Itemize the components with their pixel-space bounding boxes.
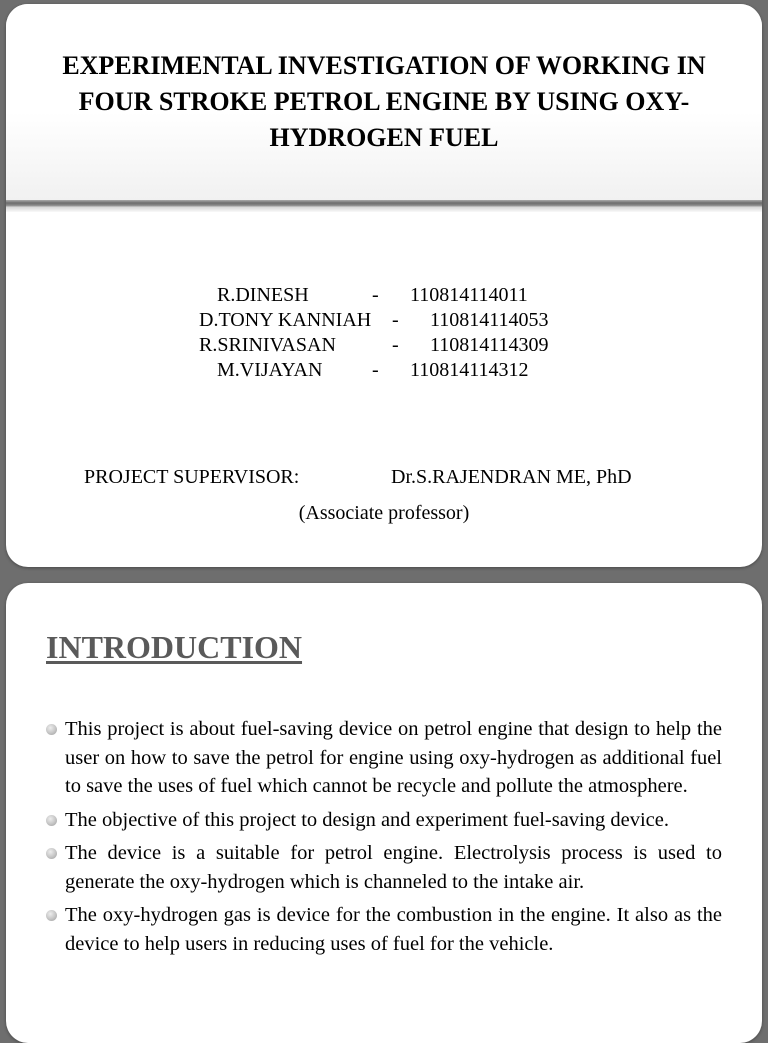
bullet-list xyxy=(46,715,722,963)
author-list xyxy=(6,282,762,382)
bullet-text: The device is a suitable for petrol engine. Electrolysis process is used to generate the oxy-hydrogen which is channeled to the intake air. xyxy=(65,842,722,893)
author-row xyxy=(6,357,762,382)
author-id: 110814114312 xyxy=(410,359,529,381)
bullet-icon xyxy=(46,848,57,859)
bullet-item xyxy=(46,839,722,896)
bullet-item xyxy=(46,806,722,835)
bullet-text: The oxy-hydrogen gas is device for the combustion in the engine. It also as the device to help users in reducing uses of fuel for the vehicle. xyxy=(65,904,722,955)
author-separator: - xyxy=(392,334,399,356)
author-id: 110814114309 xyxy=(430,334,549,356)
title-area xyxy=(6,4,762,200)
supervisor-label: PROJECT SUPERVISOR: xyxy=(84,466,300,488)
bullet-text: The objective of this project to design and experiment fuel-saving device. xyxy=(65,808,669,831)
bullet-item xyxy=(46,715,722,801)
supervisor-role: (Associate professor) xyxy=(298,502,470,524)
bullet-icon xyxy=(46,815,57,826)
author-id: 110814114053 xyxy=(430,309,549,331)
author-name: D.TONY KANNIAH xyxy=(199,309,372,331)
author-id: 110814114011 xyxy=(410,284,528,306)
introduction-slide xyxy=(6,583,762,1043)
bullet-icon xyxy=(46,910,57,921)
title-divider xyxy=(6,200,762,212)
author-row xyxy=(6,282,762,307)
slide-title: EXPERIMENTAL INVESTIGATION OF WORKING IN FOUR STROKE PETROL ENGINE BY USING OXY-HYDROGEN FUEL xyxy=(62,51,706,152)
supervisor-name: Dr.S.RAJENDRAN ME, PhD xyxy=(391,466,632,488)
author-separator: - xyxy=(392,309,399,331)
author-name: R.DINESH xyxy=(217,284,309,306)
bullet-icon xyxy=(46,724,57,735)
author-name: M.VIJAYAN xyxy=(217,359,323,381)
section-heading: INTRODUCTION xyxy=(46,629,303,665)
author-row xyxy=(6,332,762,357)
bullet-item xyxy=(46,901,722,958)
title-slide xyxy=(6,4,762,567)
author-separator: - xyxy=(372,359,379,381)
author-row xyxy=(6,307,762,332)
bullet-text: This project is about fuel-saving device on petrol engine that design to help the user on how to save the petrol for engine using oxy-hydrogen as additional fuel to save the uses of fuel which cannot be recycle and pollute the atmosphere. xyxy=(65,718,722,797)
author-separator: - xyxy=(372,284,379,306)
author-name: R.SRINIVASAN xyxy=(199,334,336,356)
